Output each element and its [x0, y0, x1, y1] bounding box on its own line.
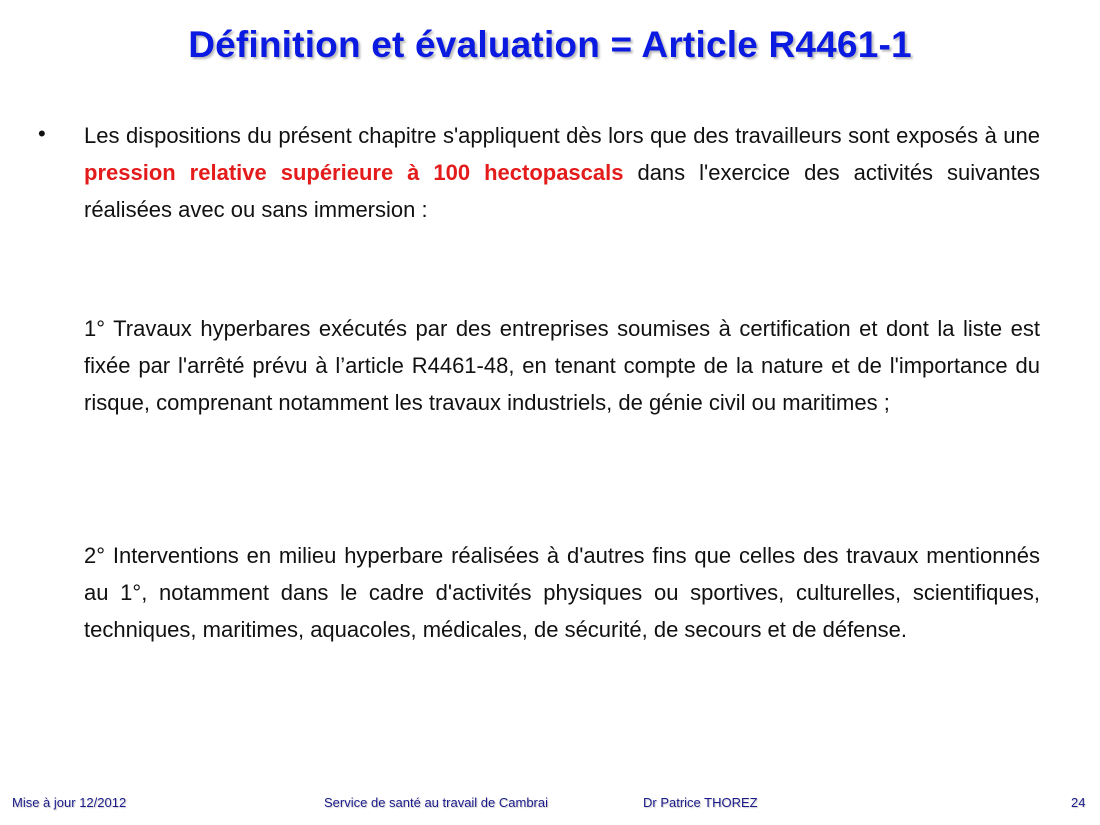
- paragraph-intro-end: dans l'exercice des activités suivantes réalisées avec ou sans immersion :: [84, 160, 1040, 222]
- slide-title: Définition et évaluation = Article R4461-1: [188, 24, 912, 65]
- paragraph-hyperbaric-works: 1° Travaux hyperbares exécutés par des entreprises soumises à certification et dont la liste est fixée par l'arrêté prévu à l’article R4461-48, en tenant compte de la nature et de l'importance du risque, comprenant notamment les travaux industriels, de génie civil ou maritimes ;: [84, 316, 1040, 415]
- footer-date: Mise à jour 12/2012: [12, 795, 127, 810]
- footer-page-number: 24: [1071, 795, 1086, 810]
- paragraph-hyperbaric-interventions: 2° Interventions en milieu hyperbare réalisées à d'autres fins que celles des travaux mentionnés au 1°, notamment dans le cadre d'activités physiques ou sportives, culturelles, scientifiques, techniques, maritimes, aquacoles, médicales, de sécurité, de secours et de défense.: [84, 543, 1040, 642]
- footer-author: Dr Patrice THOREZ: [643, 795, 758, 810]
- bullet-icon: •: [38, 121, 46, 146]
- footer-service: Service de santé au travail de Cambrai: [324, 795, 549, 810]
- pressure-highlight: pression relative supérieure à 100 hectopascals: [84, 160, 624, 185]
- paragraph-intro-start: Les dispositions du présent chapitre s'appliquent dès lors que des travailleurs sont exposés à une: [84, 123, 1040, 148]
- paragraph-intro: [84, 117, 1040, 228]
